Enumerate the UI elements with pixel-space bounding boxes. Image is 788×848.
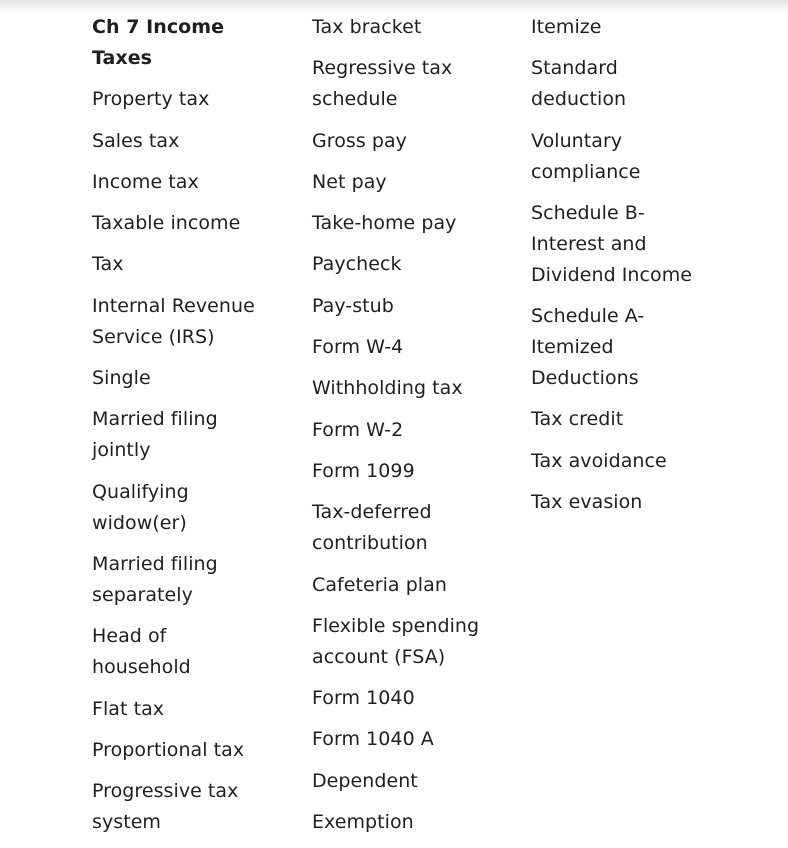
term: Paycheck (312, 253, 402, 276)
term: Tax (92, 253, 124, 276)
term: Schedule A- Itemized Deductions (531, 305, 645, 390)
term: Itemize (531, 16, 602, 38)
term: Pay-stub (312, 294, 394, 317)
chapter-title: Ch 7 Income Taxes (92, 16, 225, 69)
term: Tax bracket (312, 16, 422, 38)
term: Tax evasion (531, 491, 643, 514)
term: Form 1040 A (312, 728, 434, 751)
term: Income tax (92, 170, 199, 193)
term: Standard deduction (531, 57, 627, 111)
term: Regressive tax schedule (312, 57, 453, 111)
term: Sales tax (92, 129, 180, 152)
term: Flexible spending account (FSA) (312, 614, 480, 668)
term: Married filing jointly (92, 408, 218, 462)
term: Withholding tax (312, 377, 463, 400)
term: Tax credit (531, 408, 624, 431)
term: Internal Revenue Service (IRS) (92, 294, 255, 348)
term: Net pay (312, 170, 387, 193)
term: Form 1040 (312, 687, 415, 710)
term: Dependent (312, 769, 418, 792)
term-column-2 (312, 12, 522, 848)
term: Cafeteria plan (312, 573, 447, 596)
term: Head of household (92, 625, 191, 679)
term: Married filing separately (92, 552, 218, 606)
term: Gross pay (312, 129, 407, 152)
term: Flat tax (92, 697, 165, 720)
term: Form 1099 (312, 459, 415, 482)
term: Progressive tax system (92, 780, 239, 834)
term: Proportional tax (92, 738, 245, 761)
term: Form W-2 (312, 418, 404, 441)
term: Schedule B- Interest and Dividend Income (531, 201, 692, 286)
term: Qualifying widow(er) (92, 480, 189, 534)
term: Taxable income (92, 212, 241, 235)
term-column-1 (92, 12, 302, 848)
term: Take-home pay (312, 212, 457, 235)
term: Exemption (312, 811, 414, 834)
term: Tax-deferred contribution (312, 501, 432, 555)
term: Single (92, 367, 151, 390)
term: Voluntary compliance (531, 129, 641, 183)
term: Tax avoidance (531, 449, 667, 472)
term-column-3 (531, 12, 741, 528)
term: Form W-4 (312, 336, 404, 359)
term: Property tax (92, 88, 210, 111)
